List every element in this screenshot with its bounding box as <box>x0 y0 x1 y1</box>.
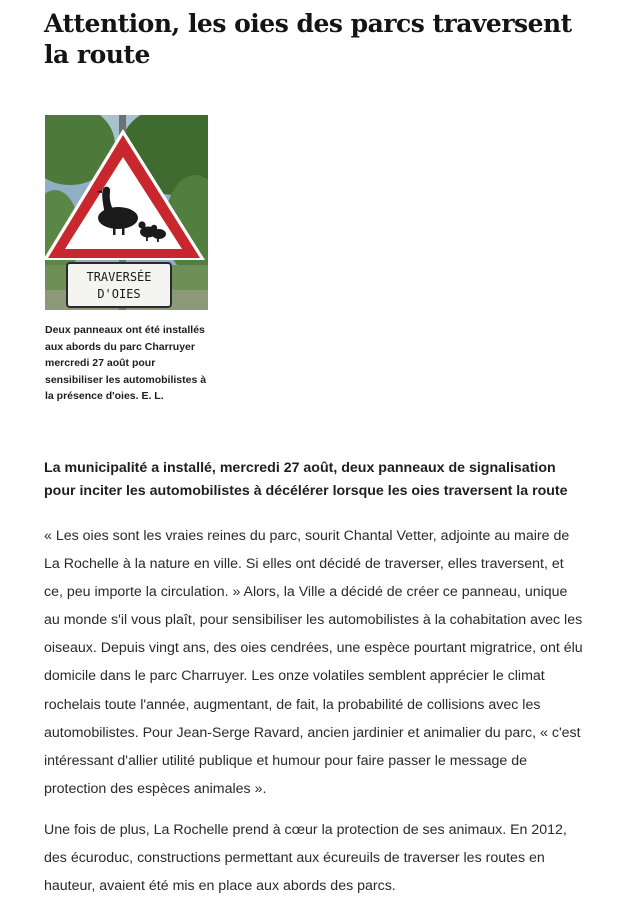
goose-crossing-sign-illustration <box>45 115 208 310</box>
article-lede: La municipalité a installé, mercredi 27 août, deux panneaux de signalisation pour inciter les automobilistes à décélérer lorsque les oies traversent la route <box>44 460 568 499</box>
sub-sign-line1: TRAVERSÉE <box>86 270 152 284</box>
article-paragraph-2: Une fois de plus, La Rochelle prend à cœur la protection de ses animaux. En 2012, des écuroduc, constructions permettant aux écureuils de traverser les routes en hauteur, avaient été mis en place aux abords des parcs. <box>44 822 567 895</box>
article-photo <box>45 115 208 310</box>
sub-sign-line2: D'OIES <box>97 287 141 301</box>
article-paragraph-1: « Les oies sont les vraies reines du parc, sourit Chantal Vetter, adjointe au maire de La Rochelle à la nature en ville. Si elles ont décidé de traverser, elles traversent, et ce, peu importe la circulation. » Alors, la Ville a décidé de créer ce panneau, unique au monde s'il vous plaît, pour sensibiliser les automobilistes à la cohabitation avec les oiseaux. Depuis vingt ans, des oies cendrées, une espèce pourtant migratrice, ont élu domicile dans le parc Charruyer. Les onze volatiles semblent apprécier le climat rochelais toute l'année, augmentant, de fait, la probabilité de collisions avec les automobilistes. Pour Jean-Serge Ravard, ancien jardinier et animalier du parc, « c'est intéressant d'allier utilité publique et humour pour faire passer le message de protection des espèces animales ». <box>44 528 583 797</box>
article-headline: Attention, les oies des parcs traversent la route <box>44 9 572 69</box>
photo-caption: Deux panneaux ont été installés aux abords du parc Charruyer mercredi 27 août pour sensibiliser les automobilistes à la présence d'oies. E. L. <box>45 324 207 403</box>
